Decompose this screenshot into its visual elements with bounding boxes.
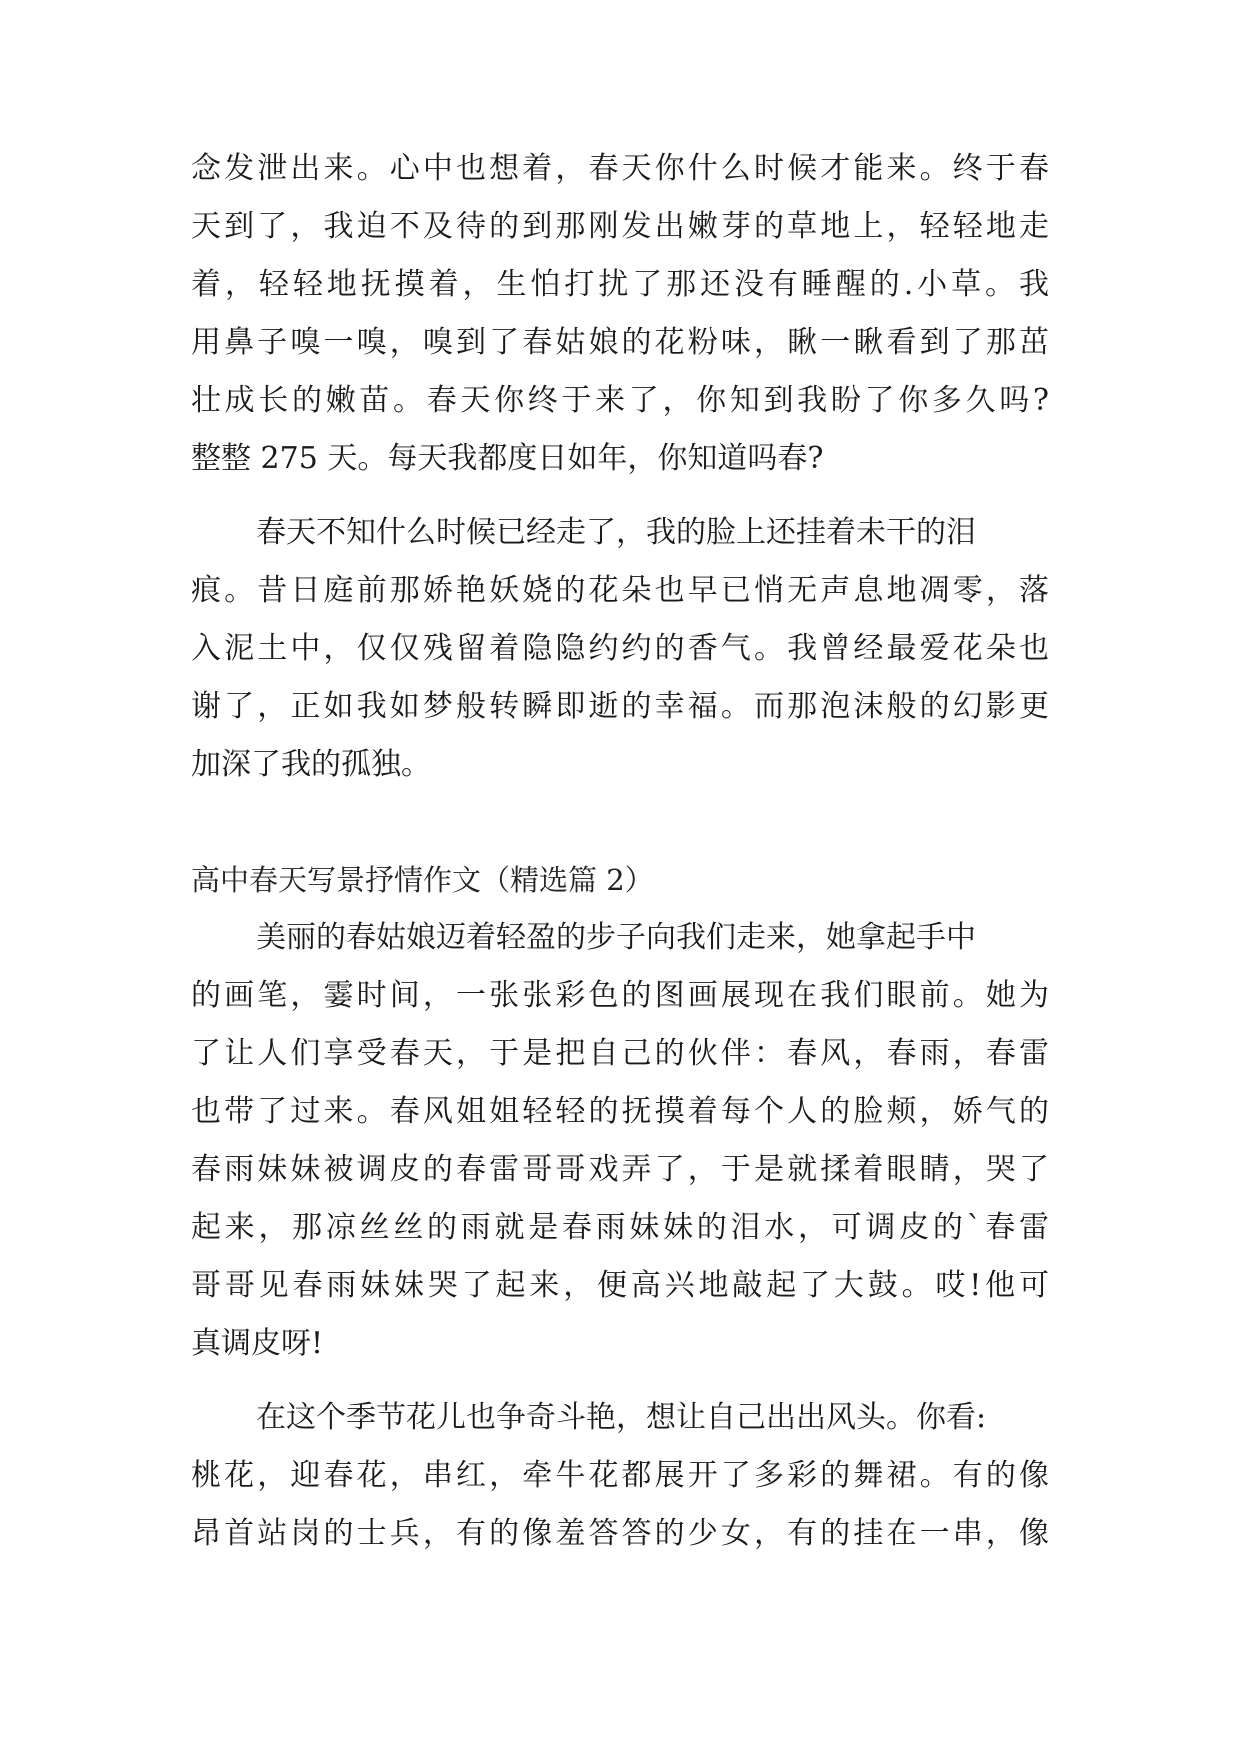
- paragraph-3-line-8: 真调皮呀!: [191, 1326, 324, 1361]
- paragraph-1-line-5: 壮成长的嫩苗。春天你终于来了，你知到我盼了你多久吗?: [191, 383, 1049, 418]
- paragraph-3-line-4: 也带了过来。春风姐姐轻轻的抚摸着每个人的脸颊，娇气的: [191, 1094, 1049, 1129]
- paragraph-2-line-4: 谢了，正如我如梦般转瞬即逝的幸福。而那泡沫般的幻影更: [191, 689, 1049, 724]
- paragraph-4-line-3: 昂首站岗的士兵，有的像羞答答的少女，有的挂在一串，像: [191, 1516, 1049, 1551]
- paragraph-1-line-1: 念发泄出来。心中也想着，春天你什么时候才能来。终于春: [191, 151, 1049, 186]
- paragraph-1-line-2: 天到了，我迫不及待的到那刚发出嫩芽的草地上，轻轻地走: [191, 209, 1049, 244]
- paragraph-2-line-3: 入泥土中，仅仅残留着隐隐约约的香气。我曾经最爱花朵也: [191, 631, 1049, 666]
- paragraph-3-line-1: 美丽的春姑娘迈着轻盈的步子向我们走来，她拿起手中: [256, 920, 976, 955]
- paragraph-3-line-2: 的画笔，霎时间，一张张彩色的图画展现在我们眼前。她为: [191, 978, 1049, 1013]
- paragraph-1-line-4: 用鼻子嗅一嗅，嗅到了春姑娘的花粉味，瞅一瞅看到了那茁: [191, 325, 1049, 360]
- section-title: 高中春天写景抒情作文（精选篇 2）: [191, 863, 654, 897]
- paragraph-3-line-7: 哥哥见春雨妹妹哭了起来，便高兴地敲起了大鼓。哎!他可: [191, 1268, 1049, 1303]
- paragraph-2-line-1: 春天不知什么时候已经走了，我的脸上还挂着未干的泪: [256, 515, 976, 550]
- paragraph-2-line-2: 痕。昔日庭前那娇艳妖娆的花朵也早已悄无声息地凋零，落: [191, 573, 1049, 608]
- paragraph-4-line-1: 在这个季节花儿也争奇斗艳，想让自己出出风头。你看:: [256, 1400, 987, 1435]
- paragraph-3-line-6: 起来，那凉丝丝的雨就是春雨妹妹的泪水，可调皮的`春雷: [191, 1210, 1049, 1245]
- paragraph-4-line-2: 桃花，迎春花，串红，牵牛花都展开了多彩的舞裙。有的像: [191, 1458, 1049, 1493]
- paragraph-3-line-5: 春雨妹妹被调皮的春雷哥哥戏弄了，于是就揉着眼睛，哭了: [191, 1152, 1049, 1187]
- paragraph-1-line-6: 整整 275 天。每天我都度日如年，你知道吗春?: [191, 441, 824, 476]
- paragraph-2-line-5: 加深了我的孤独。: [191, 747, 431, 782]
- paragraph-3-line-3: 了让人们享受春天，于是把自己的伙伴：春风，春雨，春雷: [191, 1036, 1049, 1071]
- paragraph-1-line-3: 着，轻轻地抚摸着，生怕打扰了那还没有睡醒的.小草。我: [191, 267, 1049, 302]
